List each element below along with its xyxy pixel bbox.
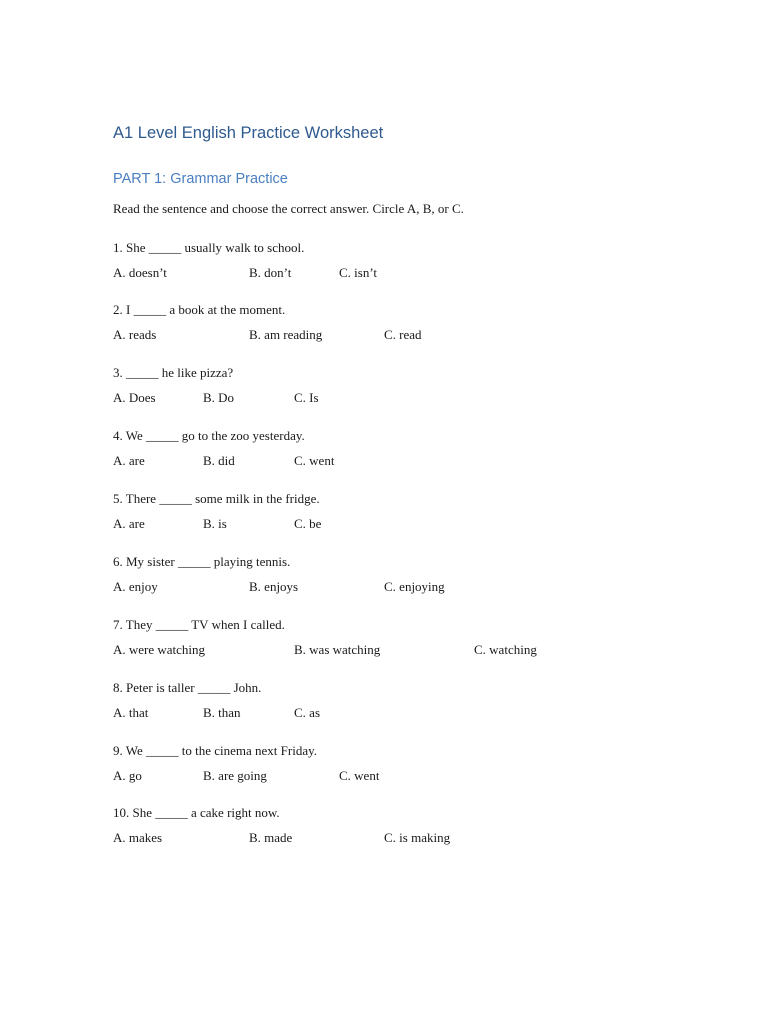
question-text: 8. Peter is taller _____ John. [113, 680, 262, 695]
option-c: C. is making [384, 830, 451, 845]
option-a: A. doesn’t [113, 265, 167, 280]
option-b: B. don’t [249, 265, 292, 280]
question-7 [113, 617, 713, 667]
option-b: B. made [249, 830, 293, 845]
question-text: 9. We _____ to the cinema next Friday. [113, 743, 318, 758]
question-4 [113, 428, 713, 478]
option-c: C. as [294, 705, 320, 720]
question-text: 2. I _____ a book at the moment. [113, 302, 286, 317]
option-a: A. that [113, 705, 149, 720]
question-text: 10. She _____ a cake right now. [113, 805, 280, 820]
option-c: C. isn’t [339, 265, 378, 280]
option-a: A. are [113, 516, 145, 531]
question-text: 6. My sister _____ playing tennis. [113, 554, 291, 569]
option-b: B. than [203, 705, 241, 720]
option-a: A. reads [113, 327, 157, 342]
option-c: C. Is [294, 390, 319, 405]
option-c: C. be [294, 516, 322, 531]
question-3 [113, 365, 713, 415]
option-c: C. watching [474, 642, 537, 657]
option-a: A. makes [113, 830, 163, 845]
option-b: B. did [203, 453, 235, 468]
option-b: B. am reading [249, 327, 323, 342]
option-c: C. read [384, 327, 422, 342]
question-text: 5. There _____ some milk in the fridge. [113, 491, 320, 506]
option-b: B. enjoys [249, 579, 299, 594]
question-9 [113, 743, 713, 793]
page-title: A1 Level English Practice Worksheet [113, 124, 384, 142]
option-a: A. were watching [113, 642, 206, 657]
option-b: B. are going [203, 768, 267, 783]
question-text: 4. We _____ go to the zoo yesterday. [113, 428, 305, 443]
question-2 [113, 302, 713, 352]
part-heading: PART 1: Grammar Practice [113, 171, 288, 187]
question-text: 3. _____ he like pizza? [113, 365, 234, 380]
question-text: 7. They _____ TV when I called. [113, 617, 285, 632]
option-c: C. enjoying [384, 579, 445, 594]
option-c: C. went [339, 768, 380, 783]
option-a: A. enjoy [113, 579, 158, 594]
option-c: C. went [294, 453, 335, 468]
option-b: B. was watching [294, 642, 381, 657]
instructions: Read the sentence and choose the correct answer. Circle A, B, or C. [113, 201, 464, 216]
option-a: A. are [113, 453, 145, 468]
question-6 [113, 554, 713, 604]
question-5 [113, 491, 713, 541]
question-10 [113, 805, 713, 855]
question-text: 1. She _____ usually walk to school. [113, 240, 305, 255]
option-a: A. go [113, 768, 142, 783]
question-8 [113, 680, 713, 730]
option-b: B. Do [203, 390, 235, 405]
option-a: A. Does [113, 390, 156, 405]
option-b: B. is [203, 516, 227, 531]
question-1 [113, 240, 713, 290]
